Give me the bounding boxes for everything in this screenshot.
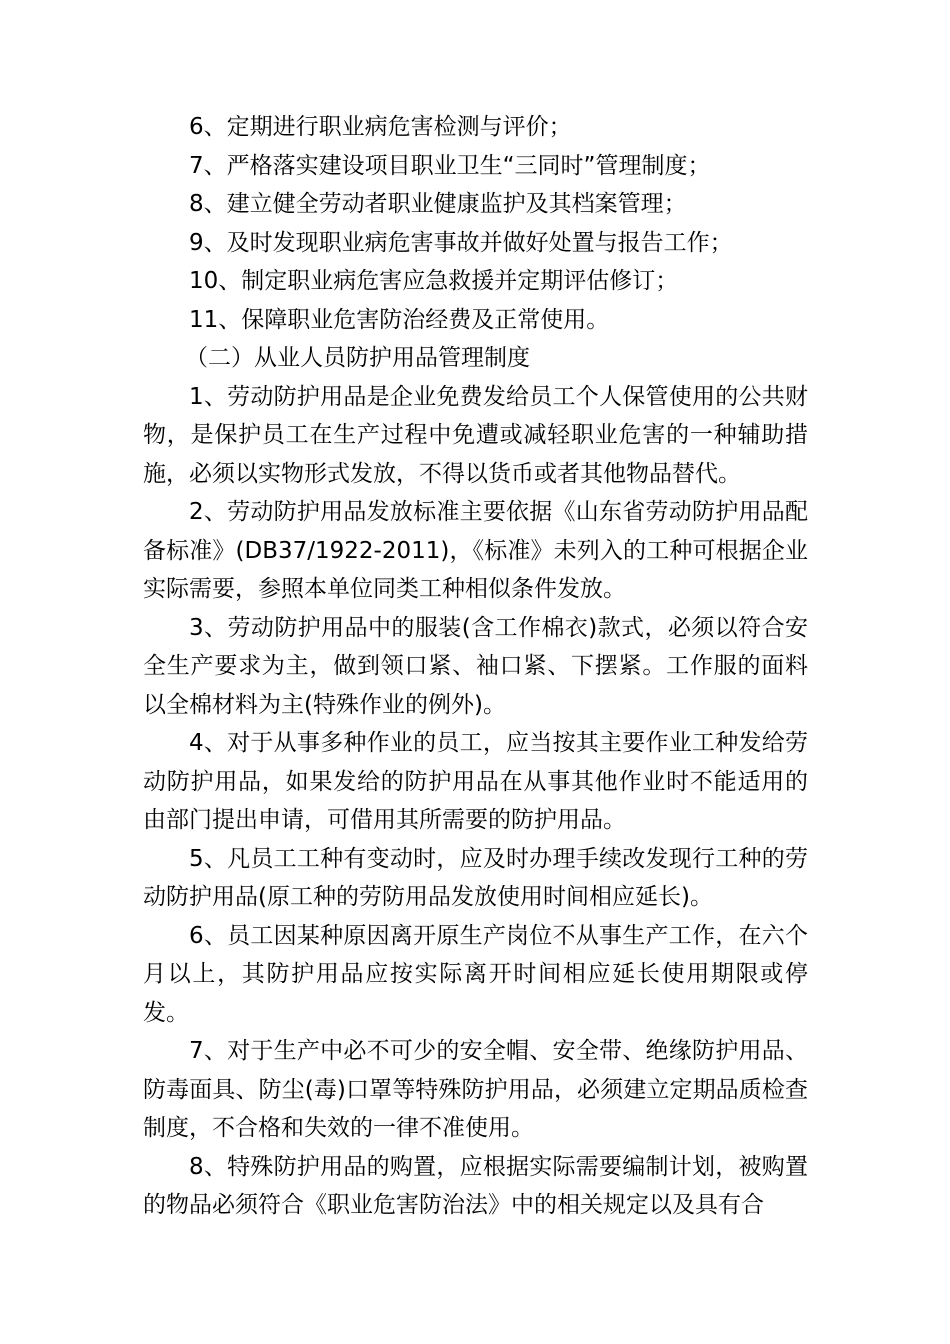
paragraph-4: 4、对于从事多种作业的员工，应当按其主要作业工种发给劳动防护用品，如果发给的防护用品在从事其他作业时不能适用的由部门提出申请，可借用其所需要的防护用品。 (143, 730, 808, 833)
document-body (143, 108, 808, 1225)
list-item-10: 10、制定职业病危害应急救援并定期评估修订； (189, 268, 679, 294)
list-item-11: 11、保障职业危害防治经费及正常使用。 (189, 306, 610, 333)
paragraph-2: 2、劳动防护用品发放标准主要依据《山东省劳动防护用品配备标准》(DB37/1922-2011)，《标准》未列入的工种可根据企业实际需要，参照本单位同类工种相似条件发放。 (143, 499, 808, 602)
section-heading: （二）从业人员防护用品管理制度 (185, 345, 530, 371)
paragraph-8: 8、特殊防护用品的购置，应根据实际需要编制计划，被购置的物品必须符合《职业危害防治法》中的相关规定以及具有合 (143, 1153, 808, 1218)
list-item-8: 8、建立健全劳动者职业健康监护及其档案管理； (189, 191, 687, 217)
list-item-9: 9、及时发现职业病危害事故并做好处置与报告工作； (189, 229, 733, 256)
paragraph-5: 5、凡员工工种有变动时，应及时办理手续改发现行工种的劳动防护用品(原工种的劳防用品发放使用时间相应延长)。 (143, 845, 808, 910)
list-item-6: 6、定期进行职业病危害检测与评价； (189, 114, 572, 140)
list-item-7: 7、严格落实建设项目职业卫生“三同时”管理制度； (189, 152, 711, 179)
paragraph-6: 6、员工因某种原因离开原生产岗位不从事生产工作，在六个月以上，其防护用品应按实际离开时间相应延长使用期限或停发。 (143, 922, 808, 1026)
paragraph-3: 3、劳动防护用品中的服装(含工作棉衣)款式，必须以符合安全生产要求为主，做到领口紧、袖口紧、下摆紧。工作服的面料以全棉材料为主(特殊作业的例外)。 (143, 614, 808, 718)
paragraph-7: 7、对于生产中必不可少的安全帽、安全带、绝缘防护用品、防毒面具、防尘(毒)口罩等特殊防护用品，必须建立定期品质检查制度，不合格和失效的一律不准使用。 (143, 1038, 808, 1141)
paragraph-1: 1、劳动防护用品是企业免费发给员工个人保管使用的公共财物，是保护员工在生产过程中免遭或减轻职业危害的一种辅助措施，必须以实物形式发放，不得以货币或者其他物品替代。 (143, 383, 808, 487)
